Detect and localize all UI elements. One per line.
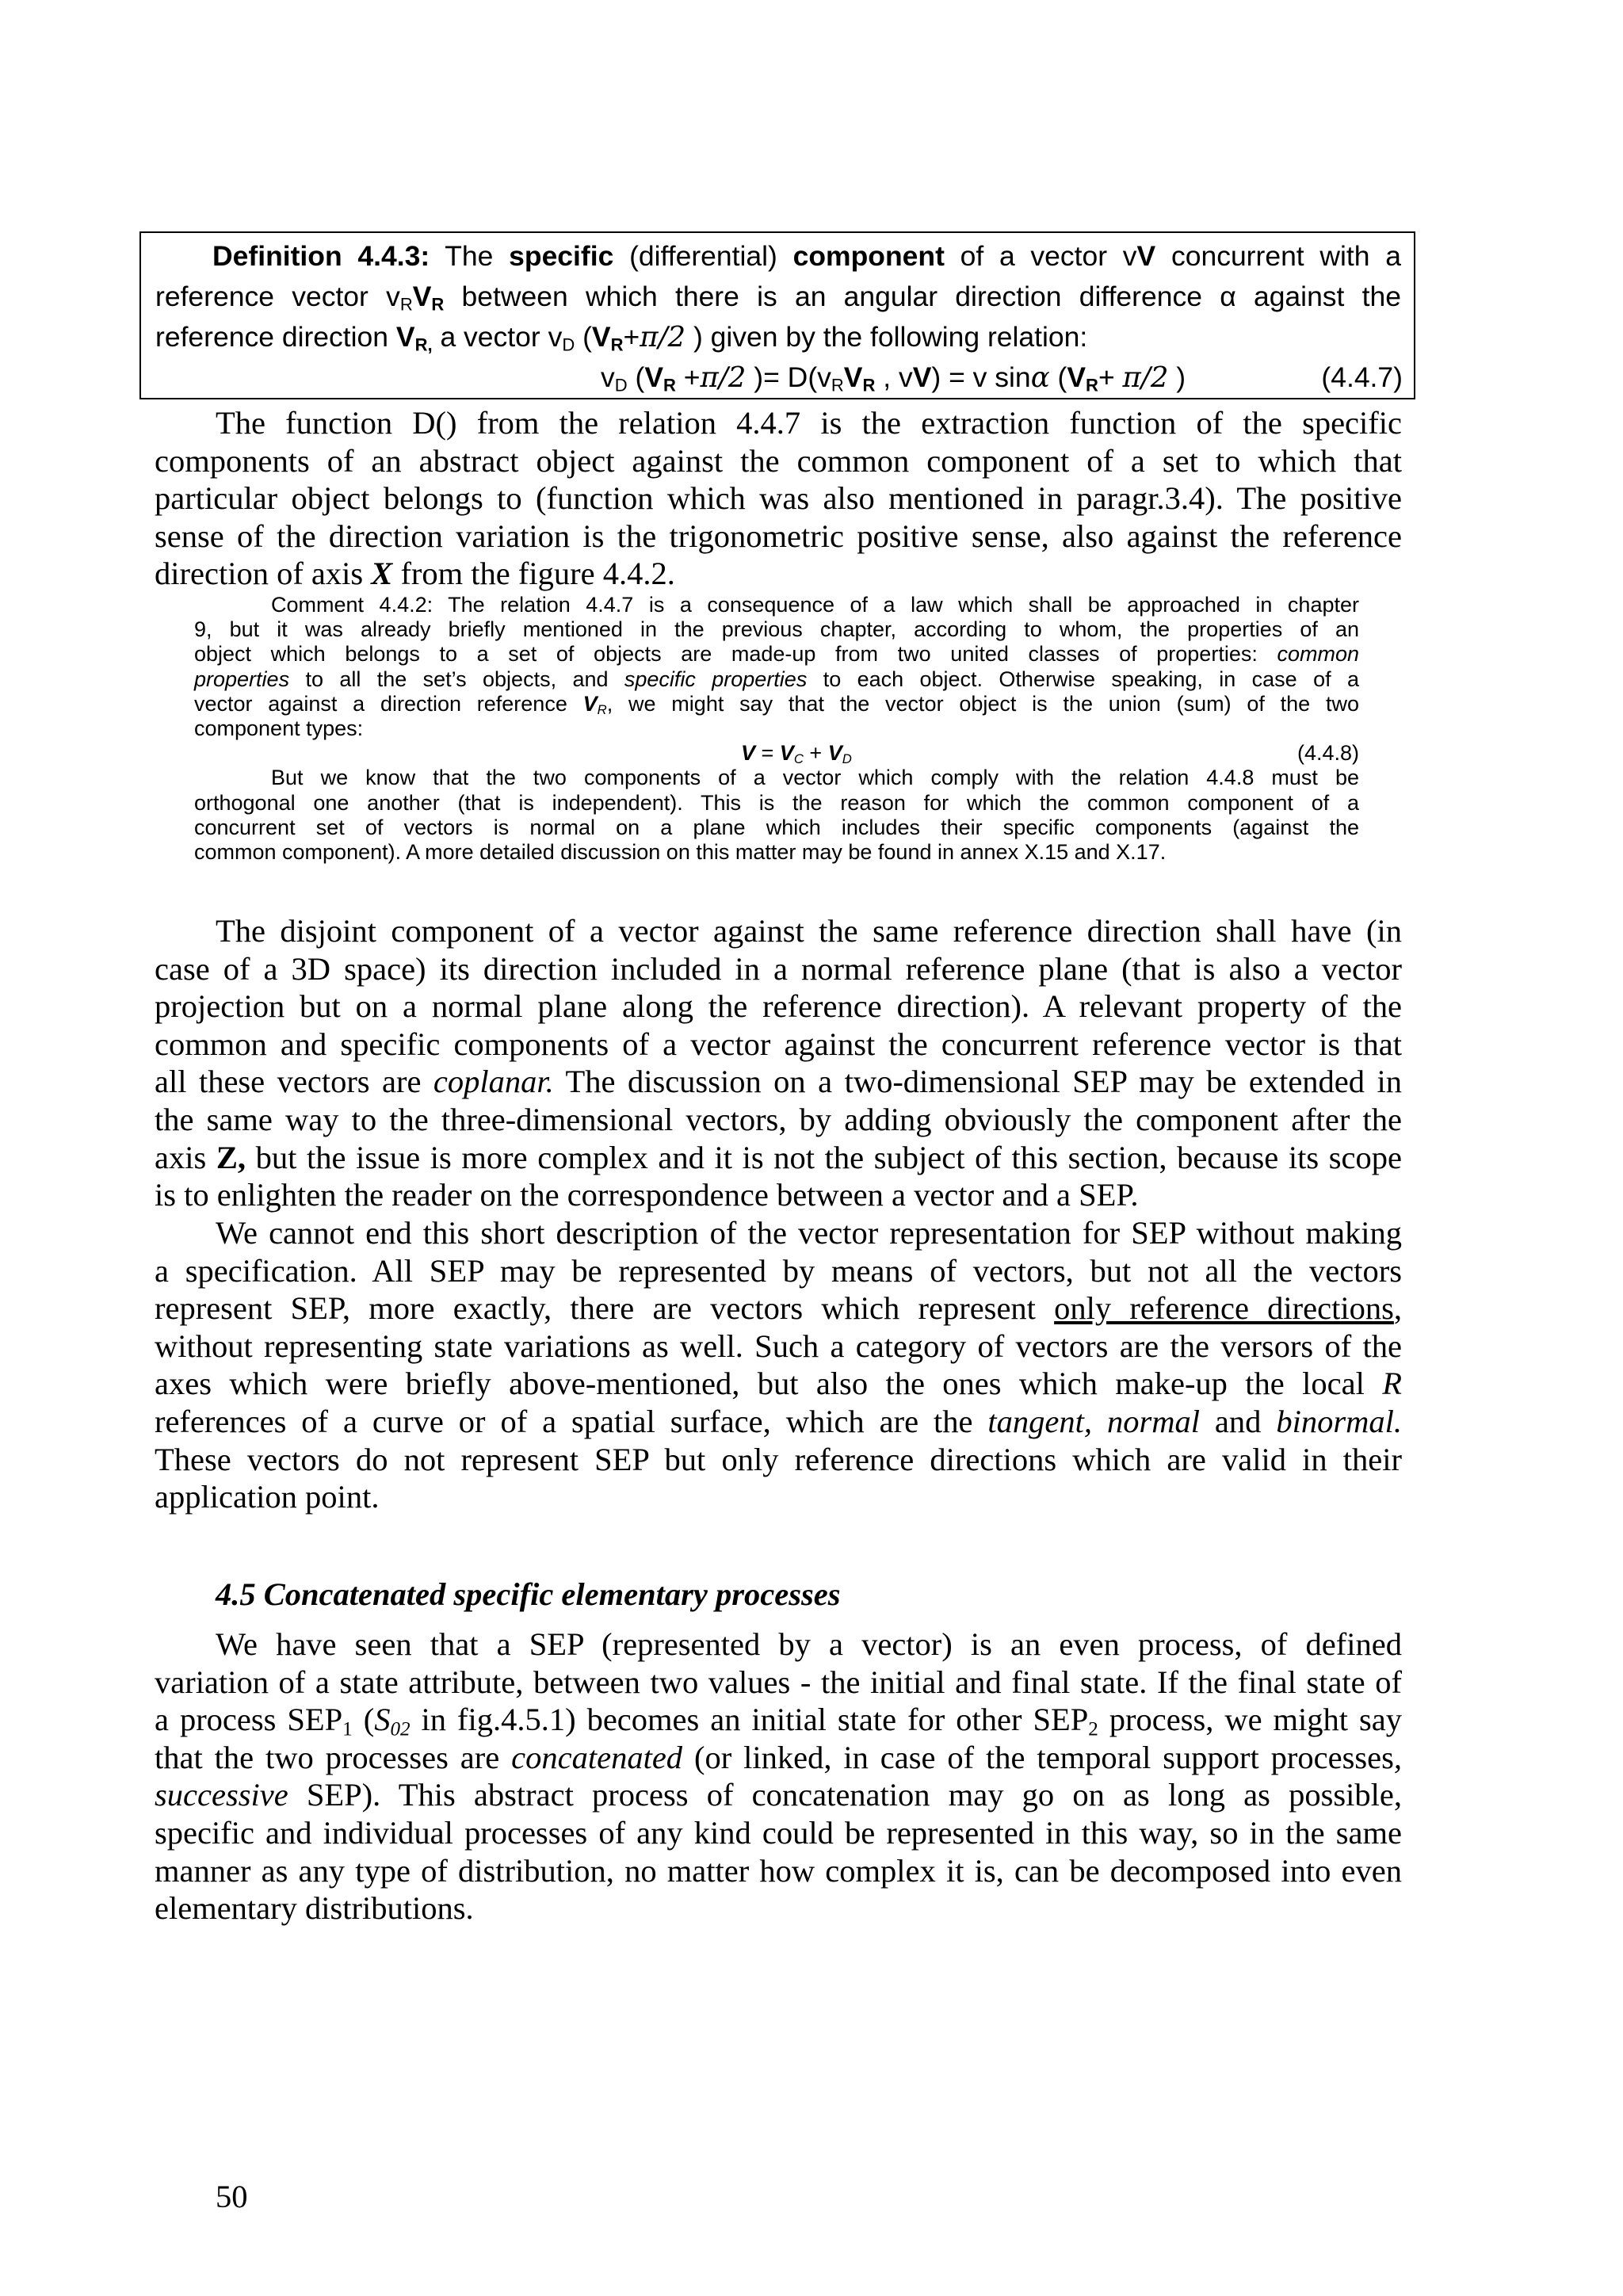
- text: from the figure 4.4.2.: [392, 556, 675, 592]
- math-pi-over-2: π/2: [1122, 361, 1169, 394]
- term-specific: specific: [509, 240, 614, 272]
- text: vector against a direction reference: [194, 691, 583, 716]
- symbol-S: S: [374, 1702, 391, 1738]
- text: reference direction: [155, 321, 396, 353]
- text-line: without representing state variations as well. Such a category of vectors are the versors of the: [155, 1328, 1402, 1364]
- text-italic: successive: [155, 1777, 288, 1813]
- text-line: case of a 3D space) its direction included in a normal reference plane (that is also a vector: [155, 950, 1402, 987]
- text-line: the same way to the three-dimensional vectors, by adding obviously the component after the: [155, 1101, 1402, 1137]
- text-italic: tangent, normal: [987, 1403, 1200, 1439]
- text: +: [803, 741, 828, 766]
- section-heading: 4.5 Concatenated specific elementary processes: [216, 1576, 841, 1612]
- text: all these vectors are: [155, 1064, 433, 1100]
- symbol-X: X: [371, 556, 393, 592]
- text-line: [155, 1139, 1402, 1177]
- text: (or linked, in case of the temporal support processes: [682, 1739, 1394, 1775]
- text-line: common component). A more detailed discussion on this matter may be found in annex X.15 and X.17.: [194, 839, 1167, 864]
- symbol-VR: V: [412, 281, 432, 312]
- text-line: The disjoint component of a vector against the same reference direction shall have (in: [216, 913, 1402, 949]
- text-line: variation of a state attribute, between two values - the initial and final state. If the final state of: [155, 1664, 1402, 1700]
- symbol-Z: Z,: [216, 1139, 246, 1175]
- text-line: orthogonal one another (that is independent). This is the reason for which the common component of a: [194, 790, 1359, 815]
- text-italic: properties: [194, 667, 290, 691]
- text: (: [575, 321, 592, 353]
- definition-box: [139, 231, 1415, 399]
- text-line: is to enlighten the reader on the correspondence between a vector and a SEP.: [155, 1177, 1139, 1213]
- equation-expression: [741, 741, 852, 766]
- paragraph-4: [155, 1626, 1402, 1927]
- text: +: [1098, 361, 1123, 393]
- symbol-VR: V: [1067, 361, 1086, 393]
- text: ,: [1393, 1290, 1402, 1327]
- text: =: [755, 741, 780, 766]
- text-line: [155, 1289, 1402, 1328]
- text: concurrent with a: [1155, 240, 1401, 272]
- text: ): [1168, 361, 1186, 393]
- text: v: [601, 361, 615, 393]
- math-alpha: α: [1030, 361, 1050, 394]
- text-line: The function D() from the relation 4.4.7 is the extraction function of the specific: [216, 405, 1402, 441]
- text-line: [194, 642, 1359, 667]
- text: )= D(v: [746, 361, 831, 393]
- text-line: projection but on a normal plane along the reference direction). A relevant property of the: [155, 988, 1402, 1025]
- math-pi-over-2: π/2: [700, 361, 747, 394]
- symbol-VD: V: [827, 741, 842, 766]
- subscript: R,: [414, 334, 433, 355]
- text: references of a curve or of a spatial surface, which are the: [155, 1403, 988, 1439]
- text-line: concurrent set of vectors is normal on a plane which includes their specific components (against the: [194, 815, 1359, 839]
- text: but the issue is more complex and it is not the subject of this section, because its scope: [246, 1139, 1402, 1175]
- text-line: [155, 1739, 1402, 1777]
- text-line: We have seen that a SEP (represented by a vector) is an even process, of defined: [216, 1626, 1402, 1662]
- text: and: [1199, 1403, 1277, 1439]
- text: The: [430, 240, 510, 272]
- text-line: components of an abstract object against the common component of a set to which that: [155, 442, 1402, 479]
- text: SEP). This abstract process of concatenation may go on as long as possible,: [288, 1777, 1402, 1813]
- text: axes which were briefly above-mentioned, but also the ones which make-up the local: [155, 1366, 1383, 1402]
- text-line: specific and individual processes of any kind could be represented in this way, so in the same: [155, 1814, 1402, 1851]
- symbol-V: V: [912, 361, 932, 393]
- text-line: We cannot end this short description of the vector representation for SEP without making: [216, 1215, 1402, 1251]
- text-italic: coplanar.: [433, 1064, 554, 1100]
- text-line: application point.: [155, 1479, 380, 1515]
- subscript: 02: [390, 1718, 411, 1740]
- paragraph-2: [155, 912, 1402, 1214]
- subscript: 1: [342, 1718, 353, 1740]
- text-line: particular object belongs to (function which was also mentioned in paragr.3.4). The positive: [155, 480, 1402, 517]
- text: (: [1049, 361, 1067, 393]
- text: to all the set’s objects, and: [289, 667, 624, 691]
- equation-number: (4.4.8): [1296, 741, 1359, 766]
- text: a vector v: [432, 321, 563, 353]
- subscript: R: [597, 701, 607, 717]
- text: to each object. Otherwise speaking, in case of a: [807, 667, 1359, 691]
- text: ) given by the following relation:: [685, 321, 1088, 353]
- text-line: [155, 1776, 1402, 1814]
- symbol-VR: V: [644, 361, 664, 393]
- text: ) = v sin: [931, 361, 1031, 393]
- text-line: But we know that the two components of a vector which comply with the relation 4.4.8 must be: [271, 766, 1359, 790]
- subscript: R: [610, 334, 624, 355]
- subscript: 2: [1088, 1718, 1098, 1740]
- text-line: sense of the direction variation is the trigonometric positive sense, also against the reference: [155, 518, 1402, 554]
- text-line: [194, 692, 1359, 716]
- text: , v: [875, 361, 913, 393]
- definition-equation: [601, 357, 1401, 398]
- comment-4-4-2: [194, 593, 1359, 865]
- subscript: R: [399, 294, 413, 315]
- equation-number: (4.4.7): [1321, 361, 1403, 393]
- subscript: D: [614, 375, 628, 395]
- paragraph-1: [155, 404, 1402, 593]
- text-line: [155, 555, 1402, 593]
- text-line: [155, 1063, 1402, 1101]
- subscript: D: [842, 751, 852, 767]
- symbol-V: V: [1136, 240, 1156, 272]
- text: a process SEP: [155, 1702, 343, 1738]
- text-line: 9, but it was already briefly mentioned in the previous chapter, according to whom, the properties of an: [194, 617, 1359, 642]
- definition-line-2: [155, 277, 1401, 317]
- text-italic: common: [1277, 642, 1359, 667]
- math-pi-over-2: π/2: [640, 321, 686, 353]
- text: reference vector v: [155, 281, 400, 312]
- text-line: Comment 4.4.2: The relation 4.4.7 is a consequence of a law which shall be approached in chapter: [271, 593, 1359, 617]
- text: between which there is an angular direction difference α against the: [444, 281, 1401, 312]
- text-underlined: only reference directions: [1054, 1290, 1394, 1327]
- text: , we might say that the vector object is the union (sum) of the two: [606, 691, 1359, 716]
- text: The discussion on a two-dimensional SEP may be extended in: [553, 1064, 1402, 1100]
- symbol-VR: V: [395, 321, 415, 353]
- equation-4-4-8: [194, 741, 1359, 766]
- text: direction of axis: [155, 556, 372, 592]
- text: that the two processes are: [155, 1739, 512, 1775]
- text: process, we might say: [1098, 1702, 1402, 1738]
- text-line: These vectors do not represent SEP but only reference directions which are valid in their: [155, 1441, 1402, 1477]
- subscript: R: [862, 375, 876, 395]
- symbol-R: R: [1382, 1366, 1402, 1402]
- text: (: [627, 361, 645, 393]
- text: (differential): [613, 240, 793, 272]
- text-line: [194, 667, 1359, 692]
- text: +: [675, 361, 701, 393]
- symbol-VC: V: [779, 741, 794, 766]
- definition-label: Definition 4.4.3:: [212, 240, 430, 272]
- text-line: component types:: [194, 716, 364, 740]
- subscript: R: [431, 294, 445, 315]
- definition-line-3: [155, 317, 1401, 357]
- symbol-VR: V: [843, 361, 863, 393]
- text-italic: ,: [1393, 1739, 1402, 1775]
- text: in fig.4.5.1) becomes an initial state for other SEP: [410, 1702, 1089, 1738]
- text-line: common and specific components of a vector against the concurrent reference vector is that: [155, 1026, 1402, 1062]
- text: (: [352, 1702, 375, 1738]
- text: axis: [155, 1139, 216, 1175]
- subscript: R: [663, 375, 676, 395]
- text: +: [623, 321, 640, 353]
- symbol-VR: V: [591, 321, 611, 353]
- subscript: D: [562, 334, 575, 355]
- definition-line-1: [212, 236, 1401, 277]
- term-component: component: [792, 240, 945, 272]
- text: represent SEP, more exactly, there are vectors which represent: [155, 1290, 1055, 1327]
- text-line: elementary distributions.: [155, 1890, 474, 1927]
- paragraph-3: [155, 1214, 1402, 1516]
- text-line: [155, 1701, 1402, 1739]
- page-number: 50: [216, 2179, 248, 2214]
- text-line: a specification. All SEP may be represented by means of vectors, but not all the vectors: [155, 1252, 1402, 1289]
- text-italic: binormal.: [1276, 1403, 1402, 1439]
- symbol-V: V: [741, 741, 756, 766]
- text: object which belongs to a set of objects are made-up from two united classes of properties:: [194, 642, 1258, 667]
- subscript: R: [831, 375, 844, 395]
- subscript: C: [793, 751, 804, 767]
- text-line: [155, 1403, 1402, 1441]
- symbol-V: V: [582, 691, 598, 716]
- text-line: [155, 1365, 1402, 1403]
- subscript: R: [1086, 375, 1098, 395]
- text-line: manner as any type of distribution, no matter how complex it is, can be decomposed into even: [155, 1852, 1402, 1889]
- text-italic: specific properties: [624, 667, 808, 691]
- text: of a vector v: [944, 240, 1137, 272]
- text-italic: concatenated: [511, 1739, 683, 1775]
